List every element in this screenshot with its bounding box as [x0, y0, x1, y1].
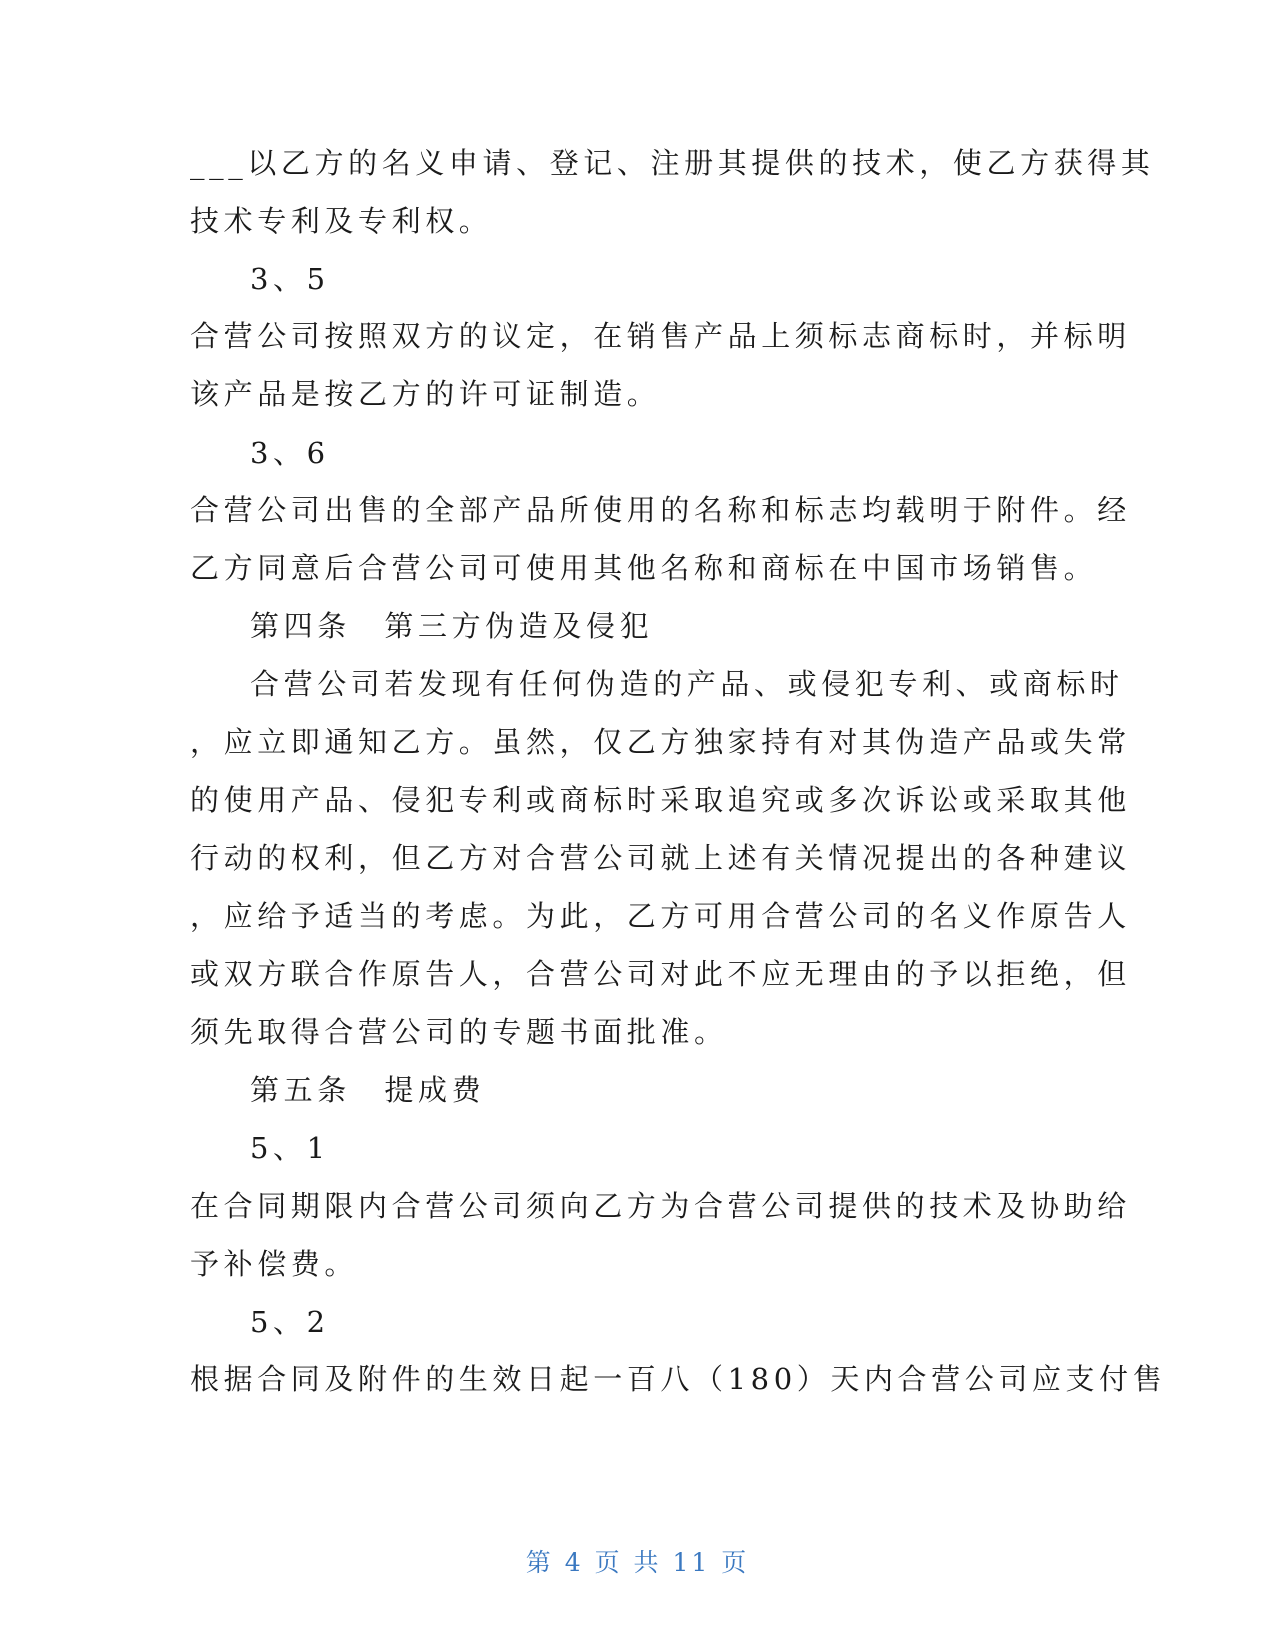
text-line: 乙方同意后合营公司可使用其他名称和商标在中国市场销售。 [190, 551, 1098, 585]
text-line: 或双方联合作原告人，合营公司对此不应无理由的予以拒绝，但 [190, 957, 1131, 991]
clause-number: 3、6 [250, 436, 330, 470]
text-line: 该产品是按乙方的许可证制造。 [190, 377, 661, 411]
text-line: 予补偿费。 [190, 1247, 359, 1281]
text-line: 在合同期限内合营公司须向乙方为合营公司提供的技术及协助给 [190, 1189, 1131, 1223]
clause-number: 3、5 [250, 262, 330, 296]
text-line: ，应立即通知乙方。虽然，仅乙方独家持有对其伪造产品或失常 [190, 725, 1131, 759]
clause-number: 5、1 [250, 1131, 330, 1165]
text-line: 合营公司若发现有任何伪造的产品、或侵犯专利、或商标时 [250, 667, 1124, 701]
text-line: 合营公司按照双方的议定，在销售产品上须标志商标时，并标明 [190, 319, 1131, 353]
text-line: 行动的权利，但乙方对合营公司就上述有关情况提出的各种建议 [190, 841, 1131, 875]
text-line: ___以乙方的名义申请、登记、注册其提供的技术，使乙方获得其 [190, 146, 1155, 180]
text-line: 须先取得合营公司的专题书面批准。 [190, 1015, 728, 1049]
text-line: 技术专利及专利权。 [190, 204, 493, 238]
article-heading: 第五条 提成费 [250, 1073, 486, 1107]
text-line: ，应给予适当的考虑。为此，乙方可用合营公司的名义作原告人 [190, 899, 1131, 933]
clause-number: 5、2 [250, 1305, 330, 1339]
page-number-footer: 第 4 页 共 11 页 [525, 1548, 750, 1577]
text-line: 合营公司出售的全部产品所使用的名称和标志均载明于附件。经 [190, 493, 1131, 527]
text-line: 的使用产品、侵犯专利或商标时采取追究或多次诉讼或采取其他 [190, 783, 1131, 817]
text-line: 根据合同及附件的生效日起一百八（180）天内合营公司应支付售 [190, 1362, 1167, 1396]
article-heading: 第四条 第三方伪造及侵犯 [250, 609, 654, 643]
